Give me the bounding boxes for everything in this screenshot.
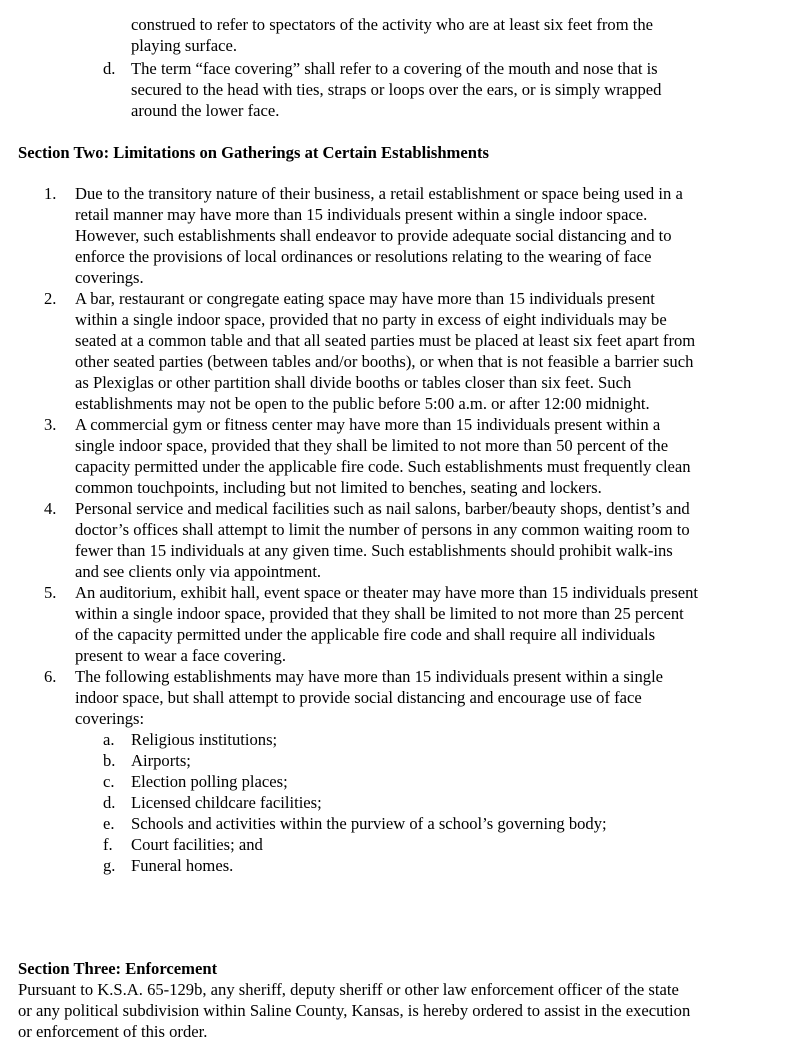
text-line: and see clients only via appointment. (75, 562, 322, 581)
text-line: seated at a common table and that all seated parties must be placed at least six feet apart from (75, 331, 696, 350)
list-marker: d. (103, 59, 116, 78)
text-line: However, such establishments shall endeavor to provide adequate social distancing and to (75, 226, 672, 245)
text-line: coverings: (75, 709, 145, 728)
list-item-text (75, 414, 765, 498)
text-line: indoor space, but shall attempt to provide social distancing and encourage use of face (75, 688, 642, 707)
list-item-text: Religious institutions; (131, 730, 278, 749)
text-line: construed to refer to spectators of the activity who are at least six feet from the (131, 15, 654, 34)
list-marker: 5. (44, 583, 57, 602)
text-line: fewer than 15 individuals at any given time. Such establishments should prohibit walk-ins (75, 541, 673, 560)
text-line: within a single indoor space, provided that they shall be limited to not more than 25 percent (75, 604, 684, 623)
text-line: A commercial gym or fitness center may have more than 15 individuals present within a (75, 415, 661, 434)
text-line: establishments may not be open to the public before 5:00 a.m. or after 12:00 midnight. (75, 394, 650, 413)
list-item-text (75, 582, 765, 666)
list-marker: g. (103, 856, 116, 875)
list-marker: 1. (44, 184, 57, 203)
list-item-text: Airports; (131, 751, 191, 770)
text-line: other seated parties (between tables and/or booths), or when that is not feasible a barrier such (75, 352, 694, 371)
text-line: Personal service and medical facilities such as nail salons, barber/beauty shops, dentist’s and (75, 499, 690, 518)
section-two-heading: Section Two: Limitations on Gatherings at Certain Establishments (18, 143, 489, 162)
text-line: playing surface. (131, 36, 237, 55)
text-line: A bar, restaurant or congregate eating space may have more than 15 individuals present (75, 289, 655, 308)
list-item-text: Court facilities; and (131, 835, 263, 854)
text-line: Due to the transitory nature of their business, a retail establishment or space being used in a (75, 184, 683, 203)
list-marker: 2. (44, 289, 57, 308)
text-line: The term “face covering” shall refer to a covering of the mouth and nose that is (131, 59, 658, 78)
text-line: present to wear a face covering. (75, 646, 286, 665)
text-line: capacity permitted under the applicable fire code. Such establishments must frequently clean (75, 457, 691, 476)
list-marker: 3. (44, 415, 57, 434)
enforcement-paragraph (18, 979, 768, 1042)
list-marker: a. (103, 730, 115, 749)
list-item-text (75, 498, 765, 582)
text-line: doctor’s offices shall attempt to limit the number of persons in any common waiting room to (75, 520, 690, 539)
definition-continuation (131, 14, 771, 56)
list-marker: b. (103, 751, 116, 770)
text-line: Pursuant to K.S.A. 65-129b, any sheriff, deputy sheriff or other law enforcement officer of the state (18, 980, 679, 999)
list-marker: f. (103, 835, 113, 854)
list-marker: 6. (44, 667, 57, 686)
text-line: An auditorium, exhibit hall, event space or theater may have more than 15 individuals present (75, 583, 699, 602)
list-item-text: Election polling places; (131, 772, 288, 791)
list-item-text (75, 666, 765, 729)
text-line: of the capacity permitted under the applicable fire code and shall require all individuals (75, 625, 656, 644)
text-line: within a single indoor space, provided that no party in excess of eight individuals may be (75, 310, 667, 329)
text-line: The following establishments may have more than 15 individuals present within a single (75, 667, 664, 686)
text-line: common touchpoints, including but not limited to benches, seating and lockers. (75, 478, 602, 497)
list-marker: d. (103, 793, 116, 812)
list-item-text: Schools and activities within the purview of a school’s governing body; (131, 814, 607, 833)
text-line: or any political subdivision within Saline County, Kansas, is hereby ordered to assist in the execution (18, 1001, 691, 1020)
text-line: retail manner may have more than 15 individuals present within a single indoor space. (75, 205, 648, 224)
text-line: coverings. (75, 268, 144, 287)
list-item-text: Funeral homes. (131, 856, 234, 875)
list-marker: e. (103, 814, 115, 833)
text-line: around the lower face. (131, 101, 280, 120)
text-line: or enforcement of this order. (18, 1022, 208, 1041)
text-line: secured to the head with ties, straps or loops over the ears, or is simply wrapped (131, 80, 662, 99)
section-three-heading: Section Three: Enforcement (18, 959, 218, 978)
list-marker: c. (103, 772, 115, 791)
text-line: as Plexiglas or other partition shall divide booths or tables closer than six feet. Such (75, 373, 632, 392)
text-line: single indoor space, provided that they shall be limited to not more than 50 percent of the (75, 436, 669, 455)
text-line: enforce the provisions of local ordinances or resolutions relating to the wearing of face (75, 247, 652, 266)
list-item-text (75, 183, 765, 288)
list-marker: 4. (44, 499, 57, 518)
list-item-text (75, 288, 765, 414)
list-item-text (131, 58, 771, 121)
list-item-text: Licensed childcare facilities; (131, 793, 322, 812)
